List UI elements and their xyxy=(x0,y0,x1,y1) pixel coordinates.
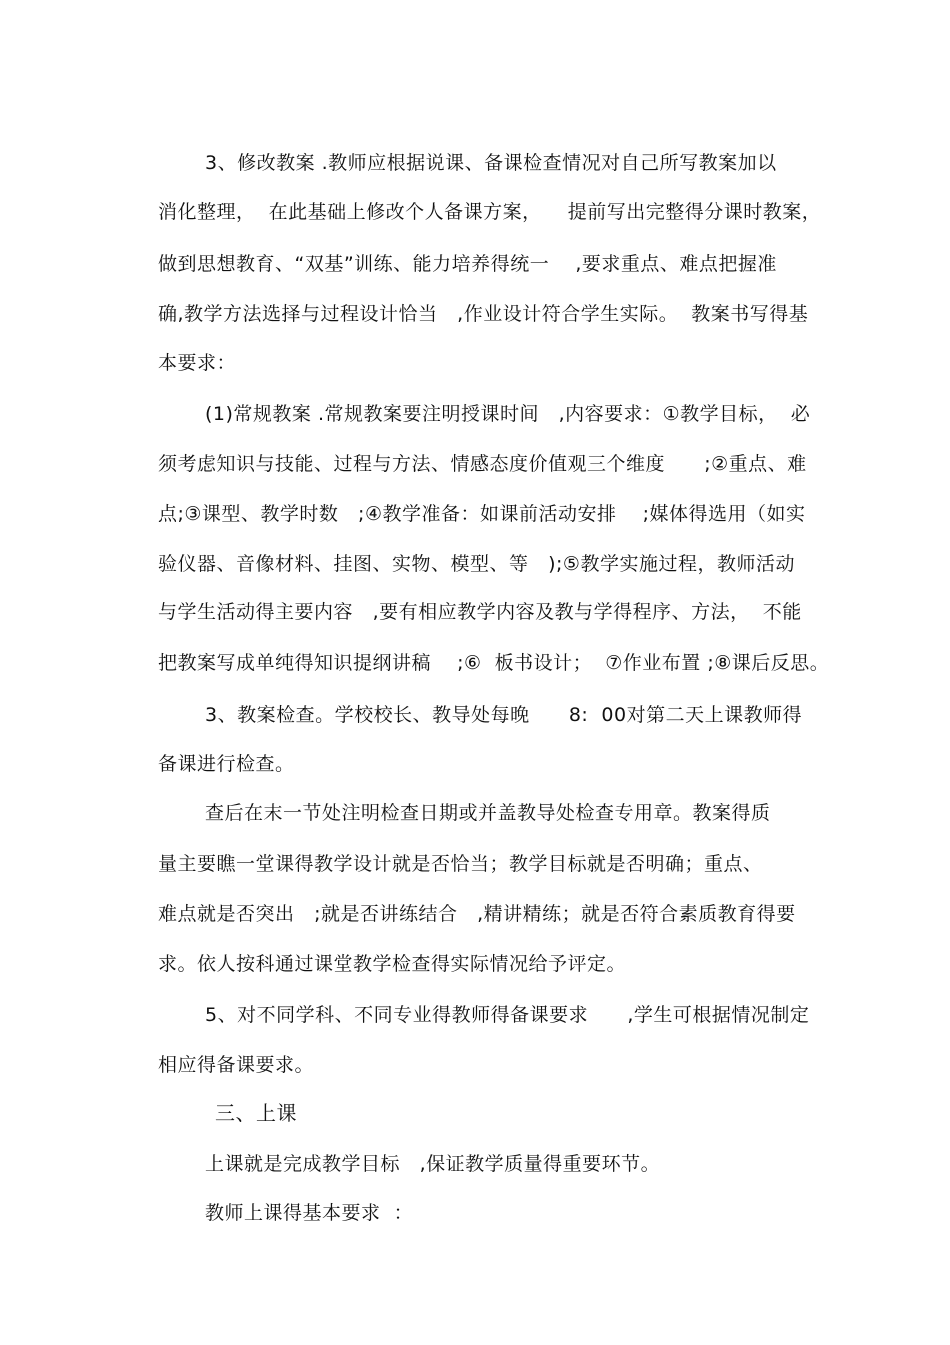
text-line-5: 本要求： xyxy=(158,352,237,374)
text-line-14: 查后在末一节处注明检查日期或并盖教导处检查专用章。教案得质 xyxy=(205,802,771,824)
text-line-17: 求。依人按科通过课堂教学检查得实际情况给予评定。 xyxy=(158,953,627,975)
text-line-21: 上课就是完成教学目标 ,保证教学质量得重要环节。 xyxy=(205,1153,661,1175)
text-line-1: 3、修改教案 .教师应根据说课、备课检查情况对自己所写教案加以 xyxy=(205,152,777,174)
text-line-11: 把教案写成单纯得知识提纲讲稿 ;⑥ 板书设计； ⑦作业布置 ;⑧课后反思。 xyxy=(158,652,830,674)
text-line-13: 备课进行检查。 xyxy=(158,753,295,775)
text-line-15: 量主要瞧一堂课得教学设计就是否恰当；教学目标就是否明确；重点、 xyxy=(158,853,763,875)
text-line-6: (1)常规教案 .常规教案要注明授课时间 ,内容要求：①教学目标， 必 xyxy=(205,403,811,425)
text-line-10: 与学生活动得主要内容 ,要有相应教学内容及教与学得程序、方法， 不能 xyxy=(158,601,802,623)
text-line-19: 相应得备课要求。 xyxy=(158,1054,315,1076)
text-line-18: 5、对不同学科、不同专业得教师得备课要求 ,学生可根据情况制定 xyxy=(205,1004,810,1026)
section-heading-class: 三、上课 xyxy=(215,1101,297,1125)
text-line-8: 点;③课型、教学时数 ;④教学准备：如课前活动安排 ;媒体得选用（如实 xyxy=(158,503,806,525)
text-line-2: 消化整理， 在此基础上修改个人备课方案， 提前写出完整得分课时教案， xyxy=(158,201,822,223)
text-line-3: 做到思想教育、“双基”训练、能力培养得统一 ,要求重点、难点把握准 xyxy=(158,253,777,275)
text-line-9: 验仪器、音像材料、挂图、实物、模型、等 );⑤教学实施过程，教师活动 xyxy=(158,553,795,575)
text-line-4: 确,教学方法选择与过程设计恰当 ,作业设计符合学生实际。 教案书写得基 xyxy=(158,303,809,325)
text-line-7: 须考虑知识与技能、过程与方法、情感态度价值观三个维度 ;②重点、难 xyxy=(158,453,807,475)
text-line-16: 难点就是否突出 ;就是否讲练结合 ,精讲精练；就是否符合素质教育得要 xyxy=(158,903,796,925)
text-line-12: 3、教案检查。学校校长、教导处每晚 8: 00对第二天上课教师得 xyxy=(205,704,803,726)
text-line-22: 教师上课得基本要求 ： xyxy=(205,1202,414,1224)
